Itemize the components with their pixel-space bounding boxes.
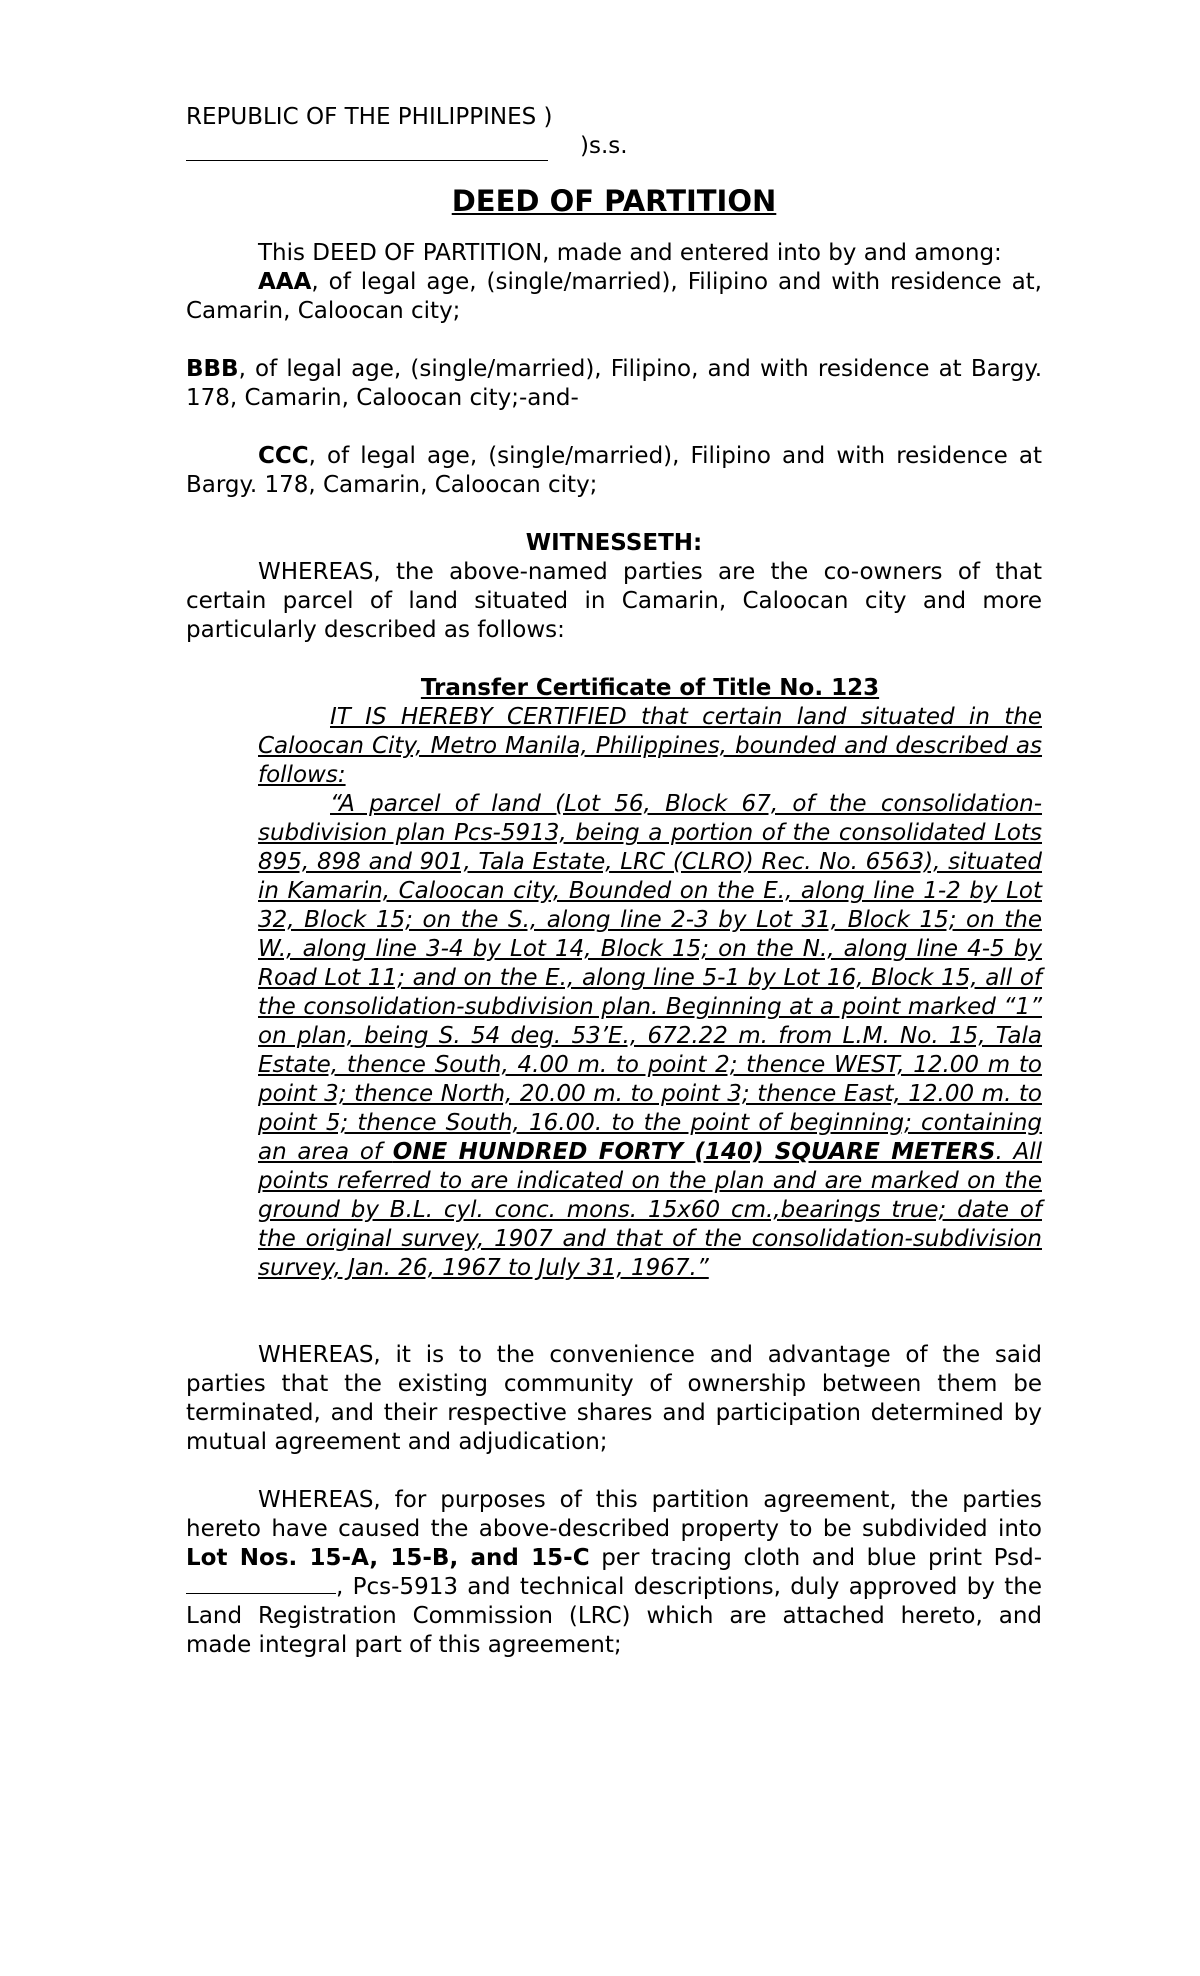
document-title: DEED OF PARTITION <box>451 184 777 218</box>
whereas-convenience: WHEREAS, it is to the convenience and advantage of the said parties that the existing community of ownership between them be terminated, and their respective shares and participation determined by mutual agreement and adjudication; <box>186 1342 1042 1455</box>
party-ccc: CCC, of legal age, (single/married), Filipino and with residence at Bargy. 178, Camarin, Caloocan city; <box>186 443 1042 498</box>
psd-blank-line <box>186 1573 336 1594</box>
venue-blank-line <box>186 138 548 161</box>
tct-lot-description: “A parcel of land (Lot 56, Block 67, of the consolidation-subdivision plan Pcs-5913, being a portion of the consolidated Lots 895, 898 and 901, Tala Estate, LRC (CLRO) Rec. No. 6563), situated in Kamarin, Caloocan city, Bounded on the E., along line 1-2 by Lot 32, Block 15; on the S., along line 2-3 by Lot 31, Block 15; on the W., along line 3-4 by Lot 14, Block 15; on the N., along line 4-5 by Road Lot 11; and on the E., along line 5-1 by Lot 16, Block 15, all of the consolidation-subdivision plan. Beginning at a point marked “1” on plan, being S. 54 deg. 53’E., 672.22 m. from L.M. No. 15, Tala Estate, thence South, 4.00 m. to point 2; thence WEST, 12.00 m to point 3; thence North, 20.00 m. to point 3; thence East, 12.00 m. to point 5; thence South, 16.00. to the point of beginning; containing an area of ONE HUNDRED FORTY (140) SQUARE METERS. All points referred to are indicated on the plan and are marked on the ground by B.L. cyl. conc. mons. 15x60 cm.,bearings true; date of the original survey, 1907 and that of the consolidation-subdivision survey, Jan. 26, 1967 to July 31, 1967.” <box>258 791 1042 1281</box>
document-page <box>186 103 1042 1660</box>
header-ss-line: )s.s. <box>186 132 1042 161</box>
whereas-co-owners: WHEREAS, the above-named parties are the co-owners of that certain parcel of land situated in Camarin, Caloocan city and more particularly described as follows: <box>186 559 1042 643</box>
witnesseth-heading: WITNESSETH: <box>525 530 703 556</box>
tct-title: Transfer Certificate of Title No. 123 <box>420 675 880 701</box>
tct-description <box>258 703 1042 1283</box>
tct-certified: IT IS HEREBY CERTIFIED that certain land situated in the Caloocan City, Metro Manila, Philippines, bounded and described as follows: <box>258 704 1042 788</box>
intro-paragraph: This DEED OF PARTITION, made and entered into by and among: <box>258 240 1002 266</box>
party-bbb: BBB, of legal age, (single/married), Filipino, and with residence at Bargy. 178, Camarin, Caloocan city;-and- <box>186 356 1042 411</box>
party-aaa: AAA, of legal age, (single/married), Filipino and with residence at, Camarin, Caloocan city; <box>186 269 1042 324</box>
whereas-subdivision: WHEREAS, for purposes of this partition agreement, the parties hereto have caused the above-described property to be subdivided into Lot Nos. 15-A, 15-B, and 15-C per tracing cloth and blue print Psd-, Pcs-5913 and technical descriptions, duly approved by the Land Registration Commission (LRC) which are attached hereto, and made integral part of this agreement; <box>186 1487 1042 1658</box>
header-republic: REPUBLIC OF THE PHILIPPINES ) <box>186 104 553 130</box>
